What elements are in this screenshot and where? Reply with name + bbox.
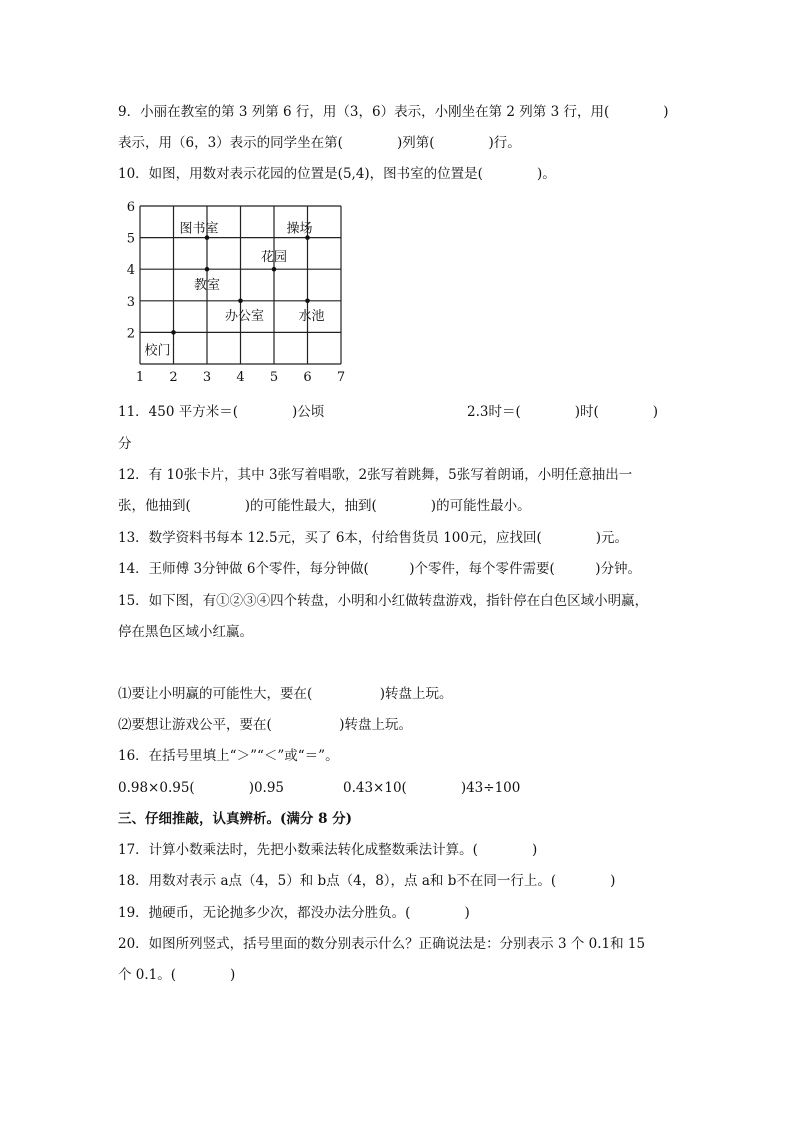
q15-line-1: 15．如下图，有①②③④四个转盘，小明和小红做转盘游戏，指针停在白色区域小明赢， xyxy=(118,593,649,609)
place-point xyxy=(305,299,310,304)
place-label: 教室 xyxy=(193,278,221,294)
place-label: 校门 xyxy=(144,343,171,359)
place-label: 办公室 xyxy=(224,308,265,324)
x-tick-label: 4 xyxy=(236,370,245,385)
q13-line: 13．数学资料书每本 12.5元，买了 6本，付给售货员 100元，应找回( )元。 xyxy=(118,530,628,546)
x-tick-label: 5 xyxy=(269,370,279,385)
place-point xyxy=(238,299,243,304)
q17-line: 17．计算小数乘法时，先把小数乘法转化成整数乘法计算。( ) xyxy=(118,842,538,858)
place-point xyxy=(171,330,176,335)
q9-line-2: 表示，用（6，3）表示的同学坐在第( )列第( )行。 xyxy=(118,135,521,151)
x-tick-label: 2 xyxy=(169,370,178,385)
q16-item-1: 0.98×0.95( )0.95 xyxy=(118,780,285,796)
q10-line: 10．如图，用数对表示花园的位置是(5,4)，图书室的位置是( )。 xyxy=(118,166,556,182)
place-point xyxy=(205,267,210,272)
q15-sub-1: ⑴要让小明赢的可能性大，要在( )转盘上玩。 xyxy=(118,686,453,702)
q16-item-2: 0.43×10( )43÷100 xyxy=(343,780,521,796)
q15-line-2: 停在黑色区域小红赢。 xyxy=(118,624,253,640)
q14-line: 14．王师傅 3分钟做 6个零件，每分钟做( )个零件，每个零件需要( )分钟。 xyxy=(118,561,642,577)
x-tick-label: 6 xyxy=(303,370,312,385)
q18-line: 18．用数对表示 a点（4，5）和 b点（4，8），点 a和 b不在同一行上。( ) xyxy=(118,873,616,889)
q16-line: 16．在括号里填上“＞”“＜”或“＝”。 xyxy=(118,748,339,764)
y-tick-label: 2 xyxy=(126,326,135,342)
q12-line-1: 12．有 10张卡片，其中 3张写着唱歌，2张写着跳舞，5张写着朗诵，小明任意抽出一 xyxy=(118,467,633,483)
q20-line-1: 20．如图所列竖式，括号里面的数分别表示什么？正确说法是：分别表示 3 个 0.1和 15 xyxy=(118,936,646,952)
place-point xyxy=(272,267,277,272)
section-3-heading: 三、仔细推敲，认真辨析。(满分 8 分) xyxy=(118,811,353,827)
q11-line-1b: 2.3时＝( )时( ) xyxy=(467,404,659,420)
y-tick-label: 3 xyxy=(126,294,135,310)
q9-line-1: 9．小丽在教室的第 3 列第 6 行，用（3，6）表示，小刚坐在第 2 列第 3 行，用( ) xyxy=(118,104,669,120)
y-tick-label: 5 xyxy=(126,231,135,247)
q20-line-2: 个 0.1。( ) xyxy=(118,967,236,983)
x-tick-label: 3 xyxy=(202,370,212,385)
place-label: 水池 xyxy=(298,308,325,324)
place-label: 图书室 xyxy=(179,221,219,237)
y-tick-label: 6 xyxy=(126,200,135,215)
coordinate-grid xyxy=(120,198,360,388)
x-tick-label: 1 xyxy=(135,370,145,385)
place-label: 花园 xyxy=(260,250,288,266)
q15-sub-2: ⑵要想让游戏公平，要在( )转盘上玩。 xyxy=(118,717,413,733)
q11-line-2: 分 xyxy=(118,436,132,452)
q11-line-1: 11．450 平方米＝( )公顷 xyxy=(118,404,325,420)
y-tick-label: 4 xyxy=(126,263,135,279)
q12-line-2: 张，他抽到( )的可能性最大，抽到( )的可能性最小。 xyxy=(118,498,531,514)
x-tick-label: 7 xyxy=(336,370,346,385)
q19-line: 19．抛硬币，无论抛多少次，都没办法分胜负。( ) xyxy=(118,905,470,921)
place-label: 操场 xyxy=(286,221,313,237)
